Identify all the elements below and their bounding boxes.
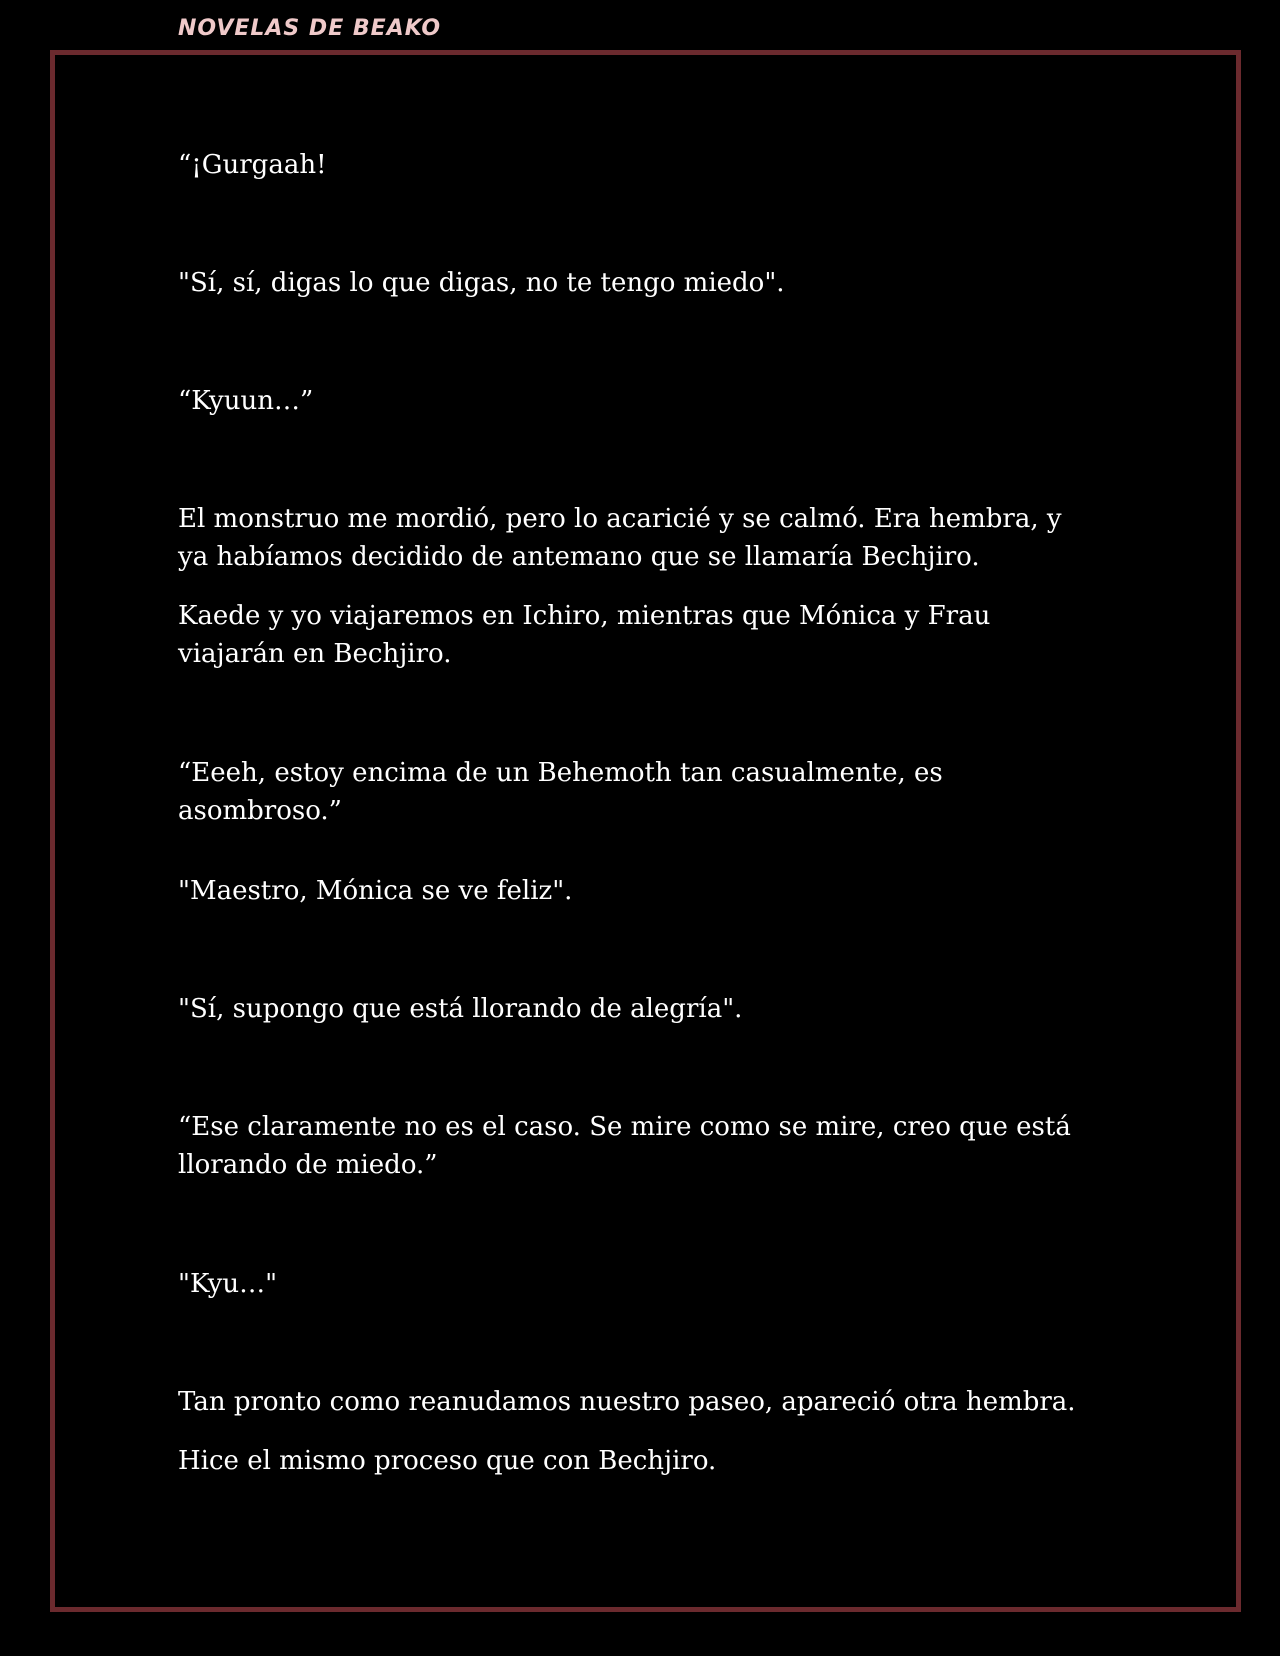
paragraph: “Kyuun…” [178, 386, 314, 416]
paragraph: “¡Gurgaah! [178, 150, 327, 180]
site-title: NOVELAS DE BEAKO [178, 16, 442, 41]
paragraph: "Sí, sí, digas lo que digas, no te tengo miedo". [178, 268, 785, 298]
paragraph: El monstruo me mordió, pero lo acaricié y se calmó. Era hembra, y ya habíamos decidido de antemano que se llamaría Bechjiro. [178, 504, 1062, 572]
paragraph: "Kyu…" [178, 1269, 278, 1299]
paragraph: Kaede y yo viajaremos en Ichiro, mientras que Mónica y Frau viajarán en Bechjiro. [178, 601, 991, 669]
paragraph: "Sí, supongo que está llorando de alegría". [178, 994, 743, 1024]
paragraph: Hice el mismo proceso que con Bechjiro. [178, 1446, 717, 1476]
paragraph: “Eeeh, estoy encima de un Behemoth tan casualmente, es asombroso.” [178, 758, 943, 826]
paragraph: “Ese claramente no es el caso. Se mire como se mire, creo que está llorando de miedo.” [178, 1112, 1071, 1180]
paragraph: "Maestro, Mónica se ve feliz". [178, 876, 573, 906]
paragraph: Tan pronto como reanudamos nuestro paseo, apareció otra hembra. [178, 1387, 1076, 1417]
